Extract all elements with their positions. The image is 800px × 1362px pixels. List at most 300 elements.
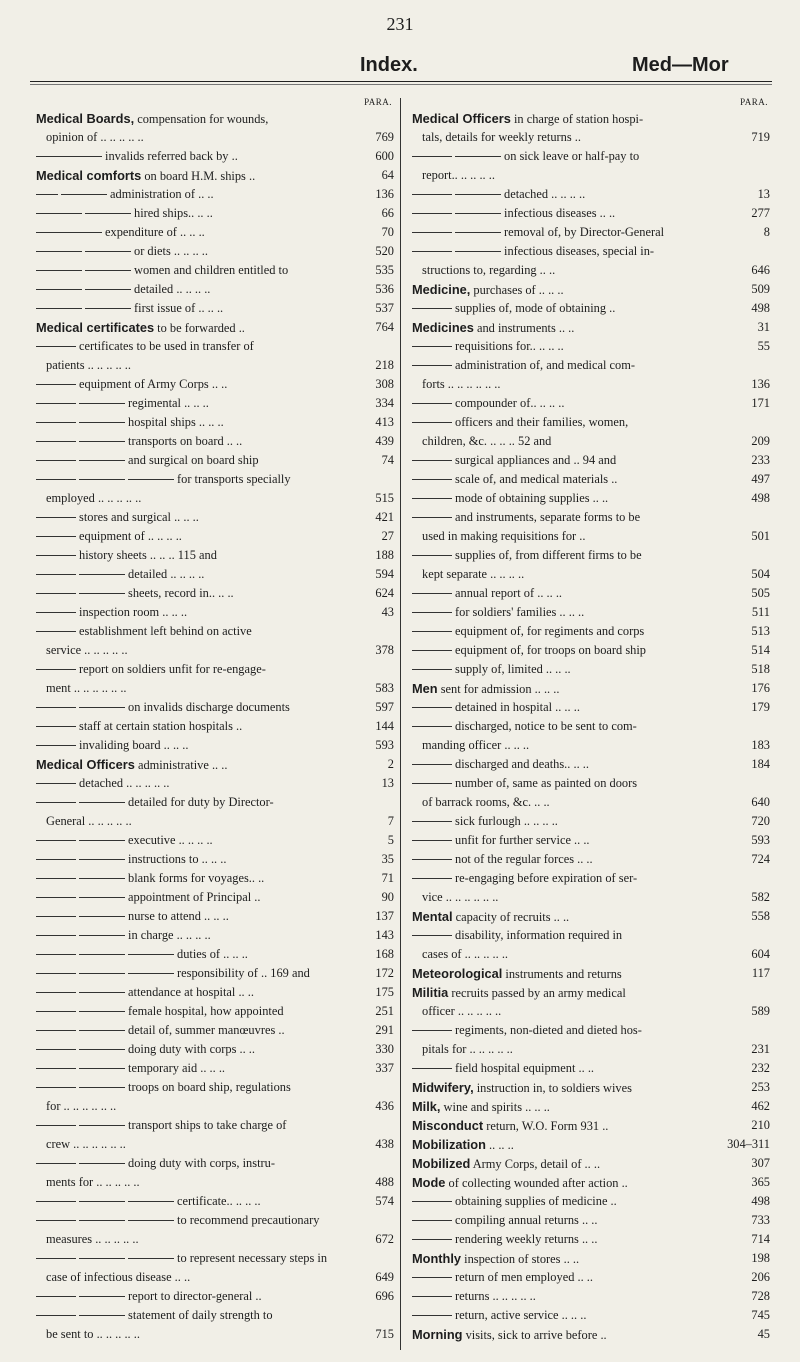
ditto-dash bbox=[79, 1220, 125, 1221]
index-entry bbox=[36, 679, 396, 698]
entry-subject: be sent to .. .. .. .. .. bbox=[46, 1327, 140, 1341]
para-number: 640 bbox=[751, 795, 770, 809]
entry-subject: opinion of .. .. .. .. .. bbox=[46, 130, 144, 144]
entry-text bbox=[46, 1135, 126, 1154]
index-entry bbox=[412, 1135, 772, 1154]
ditto-dash bbox=[79, 1163, 125, 1164]
entry-text bbox=[412, 413, 628, 432]
entry-text bbox=[412, 470, 617, 489]
para-number: 251 bbox=[375, 1004, 394, 1018]
ditto-dash bbox=[36, 1030, 76, 1031]
ditto-dash bbox=[36, 194, 58, 195]
index-entry bbox=[412, 926, 772, 945]
para-number: 198 bbox=[751, 1251, 770, 1265]
entry-text bbox=[412, 1154, 600, 1174]
entry-text bbox=[36, 185, 214, 204]
entry-text bbox=[412, 1078, 632, 1098]
index-entry bbox=[36, 584, 396, 603]
entry-subject: purchases of .. .. .. bbox=[470, 283, 564, 297]
entry-text bbox=[412, 1287, 536, 1306]
entry-text bbox=[36, 375, 227, 394]
ditto-dash bbox=[79, 1315, 125, 1316]
entry-subject: return, W.O. Form 931 .. bbox=[483, 1119, 609, 1133]
entry-heading: Mode bbox=[412, 1175, 446, 1190]
entry-text bbox=[36, 1249, 327, 1268]
index-entry bbox=[36, 413, 396, 432]
entry-text bbox=[36, 394, 209, 413]
entry-subject: hospital ships .. .. .. bbox=[128, 415, 224, 429]
entry-text bbox=[36, 888, 261, 907]
index-entry bbox=[36, 128, 396, 147]
index-entry bbox=[36, 318, 396, 337]
entry-text bbox=[36, 565, 204, 584]
para-number: 136 bbox=[751, 377, 770, 391]
entry-subject: pitals for .. .. .. .. .. bbox=[422, 1042, 513, 1056]
ditto-dash bbox=[36, 270, 82, 271]
entry-text bbox=[36, 204, 213, 223]
entry-subject: instruments and returns bbox=[502, 967, 622, 981]
entry-text bbox=[36, 831, 213, 850]
para-number: 504 bbox=[751, 567, 770, 581]
index-entry bbox=[36, 831, 396, 850]
ditto-dash bbox=[412, 840, 452, 841]
para-number: 672 bbox=[375, 1232, 394, 1246]
entry-text bbox=[412, 546, 642, 565]
ditto-dash bbox=[36, 1220, 76, 1221]
index-entry bbox=[36, 261, 396, 280]
ditto-dash bbox=[412, 1277, 452, 1278]
ditto-dash bbox=[36, 289, 82, 290]
entry-heading: Meteorological bbox=[412, 966, 503, 981]
index-entry bbox=[412, 546, 772, 565]
entry-text bbox=[36, 109, 268, 129]
para-number: 2 bbox=[387, 757, 394, 771]
ditto-dash bbox=[79, 973, 125, 974]
para-number: 649 bbox=[375, 1270, 394, 1284]
index-entry bbox=[412, 983, 772, 1002]
para-number: 715 bbox=[375, 1327, 394, 1341]
para-number: 696 bbox=[375, 1289, 394, 1303]
index-entry bbox=[412, 223, 772, 242]
entry-heading: Morning bbox=[412, 1327, 463, 1342]
entry-text bbox=[36, 736, 188, 755]
entry-subject: invaliding board .. .. .. bbox=[79, 738, 189, 752]
para-number: 582 bbox=[751, 890, 770, 904]
index-entry bbox=[412, 945, 772, 964]
index-entry bbox=[36, 1230, 396, 1249]
ditto-dash bbox=[79, 1049, 125, 1050]
entry-subject: General .. .. .. .. .. bbox=[46, 814, 132, 828]
ditto-dash bbox=[412, 726, 452, 727]
para-number: 144 bbox=[375, 719, 394, 733]
ditto-dash bbox=[412, 1068, 452, 1069]
entry-text bbox=[46, 1268, 190, 1287]
para-number: 604 bbox=[751, 947, 770, 961]
ditto-dash bbox=[79, 859, 125, 860]
column-divider bbox=[400, 98, 401, 1350]
entry-subject: .. .. .. bbox=[485, 1138, 514, 1152]
ditto-dash bbox=[412, 1201, 452, 1202]
entry-text bbox=[36, 337, 254, 356]
index-entry bbox=[36, 1192, 396, 1211]
ditto-dash bbox=[36, 1125, 76, 1126]
index-entry bbox=[36, 147, 396, 166]
index-entry bbox=[412, 432, 772, 451]
entry-subject: establishment left behind on active bbox=[79, 624, 252, 638]
entry-subject: detached .. .. .. .. bbox=[504, 187, 586, 201]
entry-text bbox=[412, 812, 558, 831]
entry-subject: annual report of .. .. .. bbox=[455, 586, 563, 600]
para-number: 624 bbox=[375, 586, 394, 600]
index-entry bbox=[412, 356, 772, 375]
index-entry bbox=[36, 299, 396, 318]
para-number: 505 bbox=[751, 586, 770, 600]
running-head-range: Med—Mor bbox=[632, 54, 729, 76]
entry-subject: manding officer .. .. .. bbox=[422, 738, 530, 752]
index-entry bbox=[412, 622, 772, 641]
entry-subject: on invalids discharge documents bbox=[128, 700, 290, 714]
entry-text bbox=[412, 1059, 594, 1078]
entry-subject: statement of daily strength to bbox=[128, 1308, 273, 1322]
entry-text bbox=[412, 850, 593, 869]
ditto-dash bbox=[412, 650, 452, 651]
entry-subject: first issue of .. .. .. bbox=[134, 301, 224, 315]
para-number: 45 bbox=[757, 1327, 770, 1341]
entry-text bbox=[36, 546, 217, 565]
index-entry bbox=[36, 470, 396, 489]
ditto-dash bbox=[36, 384, 76, 385]
entry-subject: instruction in, to soldiers wives bbox=[473, 1081, 632, 1095]
entry-text bbox=[412, 1230, 597, 1249]
entry-subject: in charge of station hospi- bbox=[510, 112, 644, 126]
index-entry bbox=[412, 888, 772, 907]
index-entry bbox=[36, 166, 396, 185]
entry-text bbox=[36, 1287, 262, 1306]
para-number: 233 bbox=[751, 453, 770, 467]
ditto-dash bbox=[128, 973, 174, 974]
ditto-dash bbox=[412, 1030, 452, 1031]
para-number: 536 bbox=[375, 282, 394, 296]
index-entry bbox=[412, 470, 772, 489]
entry-subject: case of infectious disease .. .. bbox=[46, 1270, 191, 1284]
para-number: 337 bbox=[375, 1061, 394, 1075]
entry-subject: report to director-general .. bbox=[128, 1289, 262, 1303]
header-rule-thin bbox=[30, 84, 772, 85]
entry-text bbox=[412, 679, 559, 699]
para-number: 365 bbox=[751, 1175, 770, 1189]
para-number: 176 bbox=[751, 681, 770, 695]
ditto-dash bbox=[412, 612, 452, 613]
entry-heading: Mobilization bbox=[412, 1137, 486, 1152]
entry-heading: Misconduct bbox=[412, 1118, 484, 1133]
entry-text bbox=[412, 1135, 514, 1155]
entry-subject: certificate.. .. .. .. bbox=[177, 1194, 261, 1208]
index-entry bbox=[36, 280, 396, 299]
ditto-dash bbox=[412, 1315, 452, 1316]
index-entry bbox=[412, 831, 772, 850]
entry-text bbox=[36, 698, 290, 717]
entry-text bbox=[36, 1116, 286, 1135]
index-entry bbox=[36, 926, 396, 945]
entry-heading: Medical Officers bbox=[412, 111, 511, 126]
ditto-dash bbox=[455, 251, 501, 252]
ditto-dash bbox=[79, 422, 125, 423]
index-entry bbox=[412, 1230, 772, 1249]
ditto-dash bbox=[36, 935, 76, 936]
index-entry bbox=[412, 793, 772, 812]
entry-subject: structions to, regarding .. .. bbox=[422, 263, 556, 277]
index-entry bbox=[412, 698, 772, 717]
entry-subject: equipment of, for troops on board ship bbox=[455, 643, 646, 657]
entry-subject: recruits passed by an army medical bbox=[448, 986, 626, 1000]
index-entry bbox=[36, 1116, 396, 1135]
entry-text bbox=[412, 774, 637, 793]
para-number: 55 bbox=[757, 339, 770, 353]
index-entry bbox=[412, 1154, 772, 1173]
ditto-dash bbox=[36, 954, 76, 955]
entry-subject: mode of obtaining supplies .. .. bbox=[455, 491, 609, 505]
entry-subject: administration of .. .. bbox=[110, 187, 214, 201]
index-entry bbox=[412, 109, 772, 128]
entry-text bbox=[46, 356, 131, 375]
ditto-dash bbox=[128, 1201, 174, 1202]
ditto-dash bbox=[412, 783, 452, 784]
entry-subject: history sheets .. .. .. 115 and bbox=[79, 548, 217, 562]
ditto-dash bbox=[79, 460, 125, 461]
index-entry bbox=[36, 565, 396, 584]
entry-subject: responsibility of .. 169 and bbox=[177, 966, 310, 980]
ditto-dash bbox=[36, 593, 76, 594]
ditto-dash bbox=[36, 422, 76, 423]
index-entry bbox=[412, 1116, 772, 1135]
entry-subject: and surgical on board ship bbox=[128, 453, 259, 467]
para-number: 413 bbox=[375, 415, 394, 429]
para-number: 188 bbox=[375, 548, 394, 562]
para-number: 593 bbox=[375, 738, 394, 752]
para-number: 462 bbox=[751, 1099, 770, 1113]
index-entry bbox=[412, 1192, 772, 1211]
index-entry bbox=[412, 242, 772, 261]
index-entry bbox=[412, 299, 772, 318]
index-entry bbox=[412, 907, 772, 926]
right-entries bbox=[412, 109, 772, 1344]
index-entry bbox=[412, 869, 772, 888]
para-number: 206 bbox=[751, 1270, 770, 1284]
entry-heading: Militia bbox=[412, 985, 449, 1000]
entry-text bbox=[36, 964, 310, 983]
ditto-dash bbox=[79, 574, 125, 575]
entry-subject: wine and spirits .. .. .. bbox=[440, 1100, 550, 1114]
index-entry bbox=[412, 128, 772, 147]
ditto-dash bbox=[128, 1220, 174, 1221]
entry-subject: executive .. .. .. .. bbox=[128, 833, 213, 847]
ditto-dash bbox=[412, 422, 452, 423]
entry-text bbox=[412, 755, 589, 774]
entry-text bbox=[412, 204, 615, 223]
entry-subject: equipment of Army Corps .. .. bbox=[79, 377, 228, 391]
para-number: 308 bbox=[375, 377, 394, 391]
entry-subject: supplies of, mode of obtaining .. bbox=[455, 301, 616, 315]
entry-text bbox=[412, 622, 644, 641]
entry-text bbox=[412, 1249, 579, 1269]
ditto-dash bbox=[79, 954, 125, 955]
index-entry bbox=[36, 1040, 396, 1059]
index-entry bbox=[36, 527, 396, 546]
entry-text bbox=[422, 432, 551, 451]
ditto-dash bbox=[36, 1163, 76, 1164]
ditto-dash bbox=[412, 346, 452, 347]
ditto-dash bbox=[36, 403, 76, 404]
entry-text bbox=[36, 451, 259, 470]
entry-text bbox=[36, 660, 266, 679]
para-number: 172 bbox=[375, 966, 394, 980]
index-entry bbox=[36, 603, 396, 622]
ditto-dash bbox=[79, 1201, 125, 1202]
para-number: 175 bbox=[375, 985, 394, 999]
index-entry bbox=[412, 1173, 772, 1192]
entry-subject: report on soldiers unfit for re-engage- bbox=[79, 662, 266, 676]
ditto-dash bbox=[412, 669, 452, 670]
entry-subject: blank forms for voyages.. .. bbox=[128, 871, 265, 885]
ditto-dash bbox=[412, 764, 452, 765]
entry-text bbox=[36, 793, 274, 812]
ditto-dash bbox=[36, 1011, 76, 1012]
ditto-dash bbox=[79, 441, 125, 442]
entry-text bbox=[412, 242, 654, 261]
entry-heading: Medical Boards, bbox=[36, 111, 135, 126]
ditto-dash bbox=[79, 1125, 125, 1126]
header-rule bbox=[30, 81, 772, 82]
para-number: 520 bbox=[375, 244, 394, 258]
entry-text bbox=[412, 1211, 597, 1230]
index-entry bbox=[36, 774, 396, 793]
entry-text bbox=[422, 888, 498, 907]
index-entry bbox=[36, 1021, 396, 1040]
para-number: 498 bbox=[751, 491, 770, 505]
ditto-dash bbox=[36, 156, 102, 157]
para-number: 184 bbox=[751, 757, 770, 771]
entry-subject: surgical appliances and .. 94 and bbox=[455, 453, 617, 467]
entry-text bbox=[412, 451, 616, 470]
entry-subject: attendance at hospital .. .. bbox=[128, 985, 254, 999]
index-entry bbox=[412, 375, 772, 394]
entry-text bbox=[412, 983, 626, 1003]
para-number: 513 bbox=[751, 624, 770, 638]
ditto-dash bbox=[412, 403, 452, 404]
ditto-dash bbox=[79, 916, 125, 917]
entry-heading: Midwifery, bbox=[412, 1080, 474, 1095]
entry-subject: compensation for wounds, bbox=[134, 112, 269, 126]
para-number: 43 bbox=[381, 605, 394, 619]
index-entry bbox=[412, 204, 772, 223]
ditto-dash bbox=[412, 156, 452, 157]
entry-subject: unfit for further service .. .. bbox=[455, 833, 590, 847]
index-entry bbox=[412, 1306, 772, 1325]
entry-text bbox=[412, 394, 564, 413]
index-entry bbox=[36, 641, 396, 660]
entry-text bbox=[412, 147, 639, 166]
entry-subject: for soldiers' families .. .. .. bbox=[455, 605, 585, 619]
entry-text bbox=[412, 185, 585, 204]
ditto-dash bbox=[85, 289, 131, 290]
index-entry bbox=[412, 755, 772, 774]
entry-heading: Milk, bbox=[412, 1099, 441, 1114]
index-entry bbox=[412, 774, 772, 793]
entry-subject: detained in hospital .. .. .. bbox=[455, 700, 580, 714]
ditto-dash bbox=[36, 251, 82, 252]
para-number: 518 bbox=[751, 662, 770, 676]
index-entry bbox=[412, 964, 772, 983]
ditto-dash bbox=[36, 574, 76, 575]
entry-text bbox=[412, 831, 590, 850]
entry-text bbox=[36, 1306, 273, 1325]
entry-subject: supplies of, from different firms to be bbox=[455, 548, 642, 562]
para-number: 137 bbox=[375, 909, 394, 923]
index-entry bbox=[36, 1059, 396, 1078]
para-number: 600 bbox=[375, 149, 394, 163]
index-entry bbox=[412, 185, 772, 204]
entry-subject: sent for admission .. .. .. bbox=[437, 682, 560, 696]
ditto-dash bbox=[36, 973, 76, 974]
index-entry bbox=[36, 394, 396, 413]
index-entry bbox=[412, 1249, 772, 1268]
entry-subject: discharged and deaths.. .. .. bbox=[455, 757, 589, 771]
entry-text bbox=[36, 470, 291, 489]
index-entry bbox=[36, 356, 396, 375]
index-entry bbox=[36, 1325, 396, 1344]
entry-text bbox=[412, 109, 643, 129]
entry-subject: inspection room .. .. .. bbox=[79, 605, 188, 619]
index-entry bbox=[412, 1097, 772, 1116]
index-entry bbox=[36, 1135, 396, 1154]
entry-text bbox=[36, 280, 210, 299]
entry-text bbox=[412, 356, 635, 375]
ditto-dash bbox=[36, 840, 76, 841]
ditto-dash bbox=[128, 954, 174, 955]
ditto-dash bbox=[412, 517, 452, 518]
ditto-dash bbox=[79, 935, 125, 936]
para-number: 304–311 bbox=[727, 1137, 770, 1151]
entry-text bbox=[412, 717, 637, 736]
entry-text bbox=[422, 261, 555, 280]
entry-text bbox=[36, 584, 234, 603]
ditto-dash bbox=[36, 1087, 76, 1088]
ditto-dash bbox=[61, 194, 107, 195]
entry-text bbox=[36, 755, 227, 775]
index-entry bbox=[36, 242, 396, 261]
para-number: 64 bbox=[381, 168, 394, 182]
entry-text bbox=[412, 1116, 608, 1136]
entry-text bbox=[36, 717, 242, 736]
entry-text bbox=[422, 1040, 513, 1059]
para-number: 70 bbox=[381, 225, 394, 239]
ditto-dash bbox=[412, 479, 452, 480]
ditto-dash bbox=[412, 498, 452, 499]
entry-heading: Mental bbox=[412, 909, 453, 924]
ditto-dash bbox=[36, 1068, 76, 1069]
entry-subject: female hospital, how appointed bbox=[128, 1004, 284, 1018]
entry-subject: infectious diseases .. .. bbox=[504, 206, 616, 220]
page-number: 231 bbox=[386, 14, 414, 34]
entry-heading: Mobilized bbox=[412, 1156, 471, 1171]
entry-text bbox=[422, 793, 550, 812]
entry-subject: detailed .. .. .. .. bbox=[128, 567, 205, 581]
entry-subject: kept separate .. .. .. .. bbox=[422, 567, 525, 581]
entry-subject: infectious diseases, special in- bbox=[504, 244, 655, 258]
ditto-dash bbox=[412, 935, 452, 936]
ditto-dash bbox=[36, 1258, 76, 1259]
ditto-dash bbox=[79, 1087, 125, 1088]
